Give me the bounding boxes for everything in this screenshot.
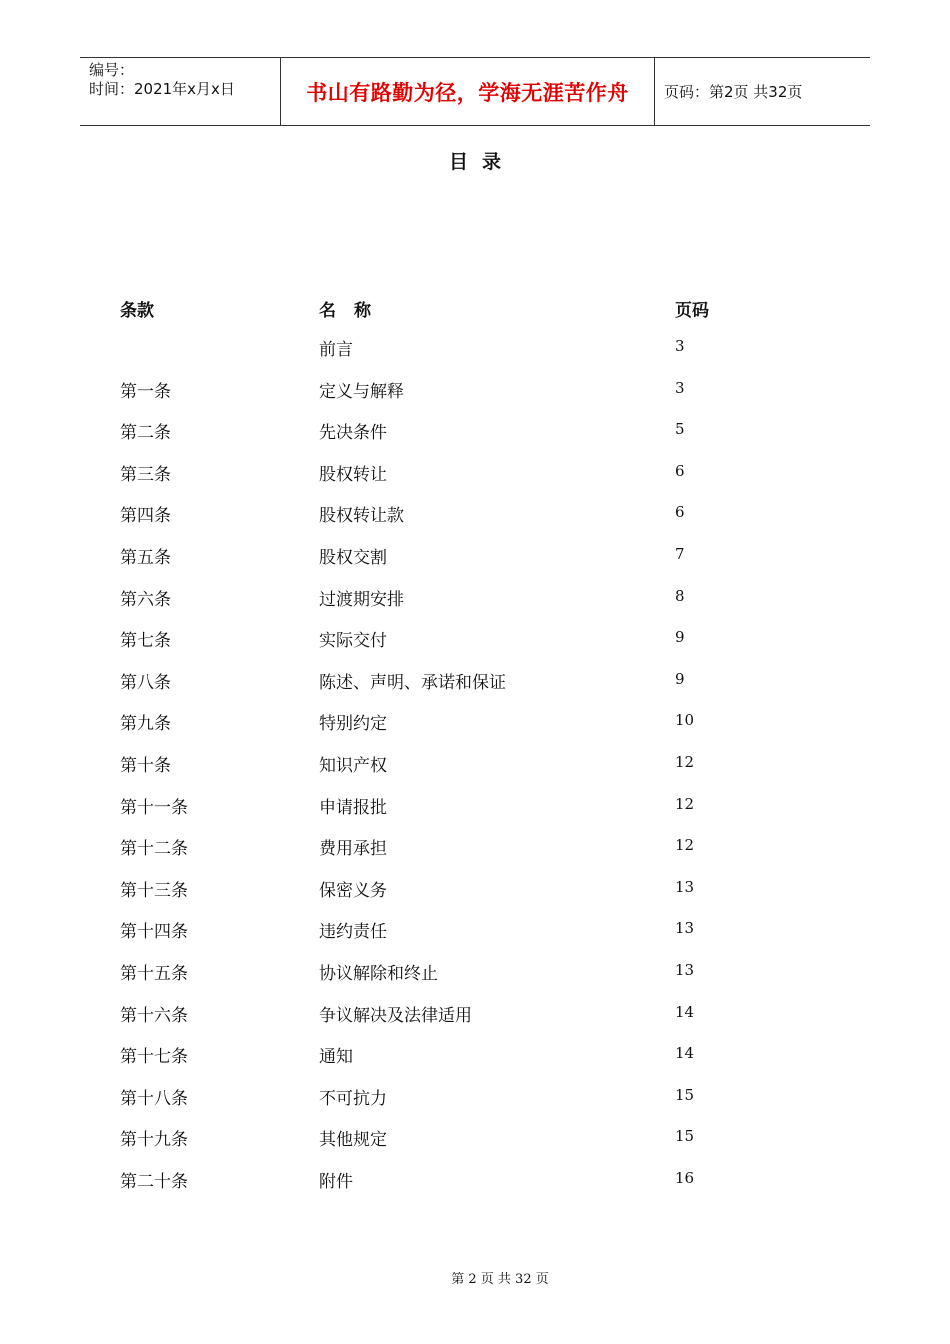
toc-section-name: 其他规定 bbox=[319, 1130, 387, 1151]
toc-section-name: 违约责任 bbox=[319, 922, 387, 943]
toc-article-label: 第八条 bbox=[120, 672, 171, 693]
toc-page-number: 5 bbox=[675, 420, 685, 439]
toc-page-number: 12 bbox=[675, 794, 695, 813]
toc-article-label: 第十五条 bbox=[120, 963, 188, 984]
toc-article-label: 第十三条 bbox=[120, 880, 188, 901]
toc-title: 目录 bbox=[448, 151, 515, 173]
toc-section-name: 保密义务 bbox=[319, 880, 387, 901]
toc-page-number: 6 bbox=[675, 461, 685, 480]
toc-page-number: 13 bbox=[675, 960, 695, 979]
toc-page-number: 10 bbox=[675, 711, 695, 730]
toc-row bbox=[0, 957, 950, 999]
toc-list bbox=[0, 333, 950, 1206]
toc-section-name: 先决条件 bbox=[319, 423, 387, 444]
toc-section-name: 争议解决及法律适用 bbox=[319, 1005, 472, 1026]
header-page-cell bbox=[655, 58, 870, 125]
toc-article-label: 第五条 bbox=[120, 547, 171, 568]
toc-page-number: 14 bbox=[675, 1044, 695, 1063]
toc-page-number: 3 bbox=[675, 378, 685, 397]
toc-row bbox=[0, 999, 950, 1041]
toc-section-name: 股权转让 bbox=[319, 464, 387, 485]
toc-row bbox=[0, 499, 950, 541]
toc-row bbox=[0, 1040, 950, 1082]
toc-row bbox=[0, 832, 950, 874]
toc-article-label: 第二条 bbox=[120, 423, 171, 444]
toc-article-label: 第十一条 bbox=[120, 797, 188, 818]
toc-page-number: 12 bbox=[675, 836, 695, 855]
toc-section-name: 前言 bbox=[319, 340, 353, 360]
toc-row bbox=[0, 624, 950, 666]
toc-row bbox=[0, 791, 950, 833]
toc-article-label: 第十八条 bbox=[120, 1088, 188, 1109]
toc-row bbox=[0, 375, 950, 417]
toc-article-label: 第九条 bbox=[120, 714, 171, 735]
toc-page-number: 13 bbox=[675, 877, 695, 896]
document-header bbox=[80, 57, 870, 126]
toc-article-label: 第四条 bbox=[120, 506, 171, 527]
toc-row bbox=[0, 541, 950, 583]
toc-page-number: 6 bbox=[675, 503, 685, 522]
toc-section-name: 股权交割 bbox=[319, 547, 387, 568]
toc-section-name: 陈述、声明、承诺和保证 bbox=[319, 672, 506, 693]
toc-row bbox=[0, 583, 950, 625]
toc-article-label: 第十条 bbox=[120, 755, 171, 776]
toc-row bbox=[0, 333, 950, 375]
toc-article-label: 第二十条 bbox=[120, 1171, 188, 1192]
toc-article-label: 第十四条 bbox=[120, 922, 188, 943]
column-header-article: 条款 bbox=[120, 301, 154, 321]
toc-section-name: 定义与解释 bbox=[319, 381, 404, 402]
document-time-label: 时间：2021年x月x日 bbox=[89, 80, 235, 98]
toc-section-name: 不可抗力 bbox=[319, 1088, 387, 1109]
toc-article-label: 第七条 bbox=[120, 631, 171, 652]
toc-article-label: 第三条 bbox=[120, 464, 171, 485]
toc-row bbox=[0, 707, 950, 749]
toc-page-number: 9 bbox=[675, 669, 685, 688]
toc-row bbox=[0, 1165, 950, 1207]
toc-page-number: 12 bbox=[675, 752, 695, 771]
toc-article-label: 第十二条 bbox=[120, 839, 188, 860]
toc-section-name: 附件 bbox=[319, 1171, 353, 1192]
toc-row bbox=[0, 666, 950, 708]
toc-article-label: 第六条 bbox=[120, 589, 171, 610]
toc-section-name: 费用承担 bbox=[319, 839, 387, 860]
toc-section-name: 股权转让款 bbox=[319, 506, 404, 527]
header-motto: 书山有路勤为径，学海无涯苦作舟 bbox=[306, 80, 629, 105]
toc-page-number: 8 bbox=[675, 586, 685, 605]
toc-article-label: 第十六条 bbox=[120, 1005, 188, 1026]
toc-section-name: 过渡期安排 bbox=[319, 589, 404, 610]
toc-section-name: 知识产权 bbox=[319, 755, 387, 776]
toc-row bbox=[0, 749, 950, 791]
toc-row bbox=[0, 915, 950, 957]
header-meta-cell bbox=[80, 58, 281, 125]
toc-row bbox=[0, 416, 950, 458]
toc-page-number: 3 bbox=[675, 337, 685, 355]
toc-article-label: 第十七条 bbox=[120, 1047, 188, 1068]
toc-page-number: 13 bbox=[675, 919, 695, 938]
toc-article-label: 第一条 bbox=[120, 381, 171, 402]
toc-section-name: 协议解除和终止 bbox=[319, 963, 438, 984]
toc-page-number: 7 bbox=[675, 544, 685, 563]
header-page-info: 页码：第2页 共32页 bbox=[664, 83, 803, 101]
toc-article-label: 第十九条 bbox=[120, 1130, 188, 1151]
toc-row bbox=[0, 1082, 950, 1124]
toc-page-number: 16 bbox=[675, 1168, 695, 1187]
column-header-page: 页码 bbox=[675, 301, 709, 321]
page-footer: 第 2 页 共 32 页 bbox=[451, 1272, 549, 1287]
toc-section-name: 申请报批 bbox=[319, 797, 387, 818]
toc-page-number: 15 bbox=[675, 1085, 695, 1104]
toc-row bbox=[0, 874, 950, 916]
document-number-label: 编号： bbox=[89, 61, 135, 79]
toc-section-name: 通知 bbox=[319, 1047, 353, 1068]
toc-row bbox=[0, 458, 950, 500]
toc-section-name: 特别约定 bbox=[319, 714, 387, 735]
toc-row bbox=[0, 1123, 950, 1165]
toc-page-number: 14 bbox=[675, 1002, 695, 1021]
column-header-name: 名称 bbox=[319, 301, 389, 321]
toc-page-number: 15 bbox=[675, 1127, 695, 1146]
toc-section-name: 实际交付 bbox=[319, 631, 387, 652]
toc-page-number: 9 bbox=[675, 628, 685, 647]
header-motto-cell bbox=[281, 58, 655, 125]
